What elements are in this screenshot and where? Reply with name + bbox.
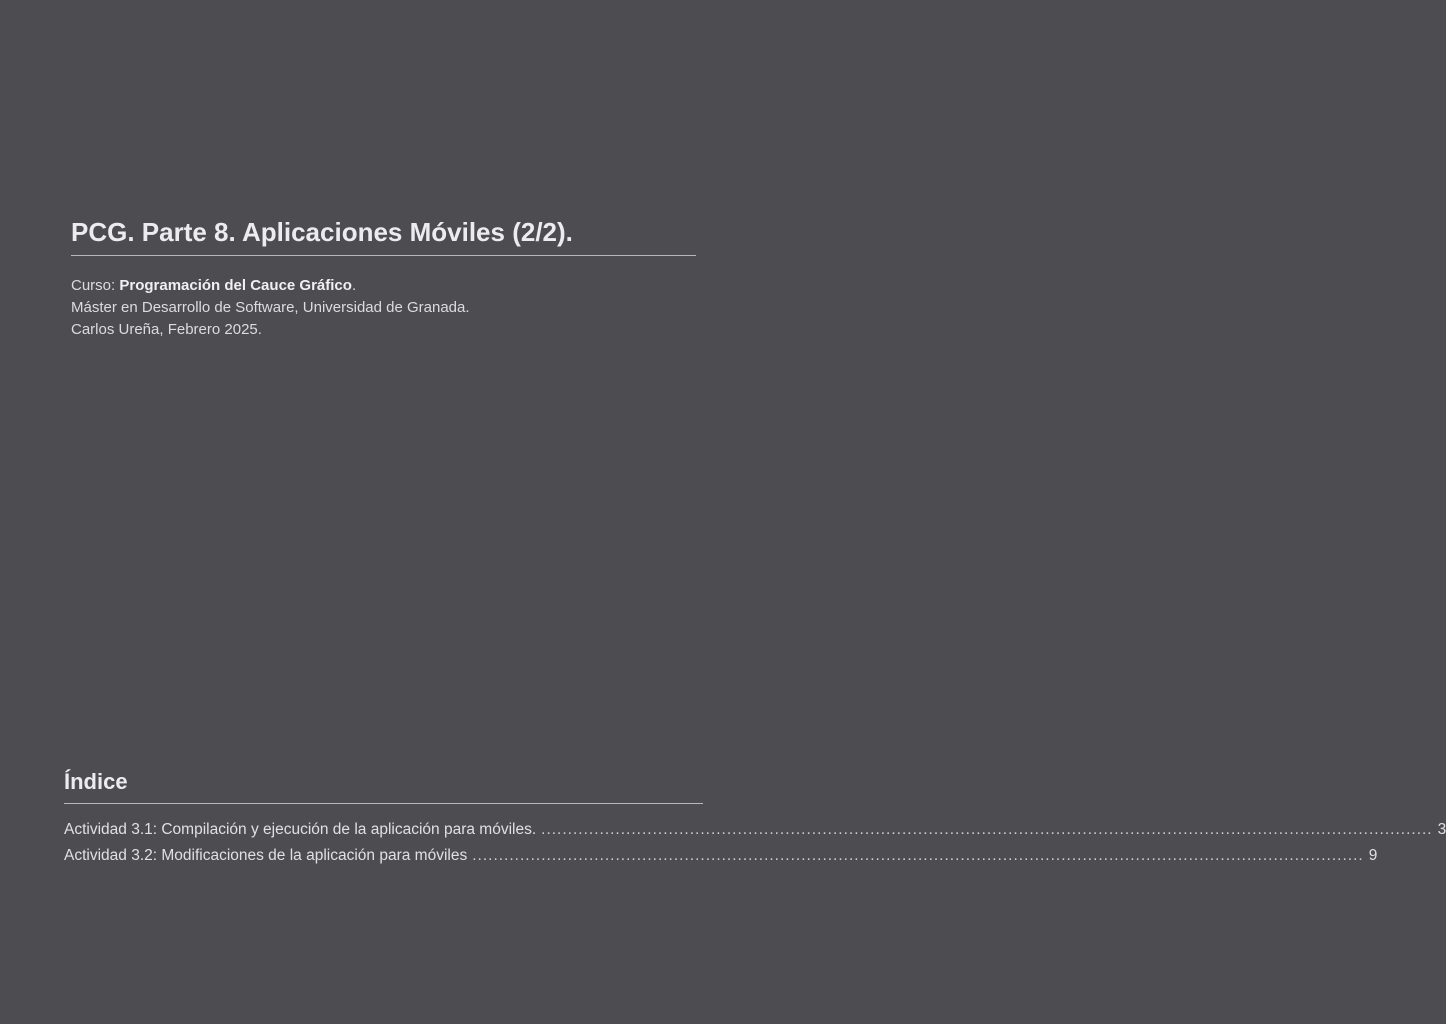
course-line [71, 275, 696, 297]
course-label: Curso: [71, 277, 120, 294]
document-meta [71, 275, 696, 341]
index-title: Índice [64, 766, 703, 804]
toc-page-number: 3 [1437, 821, 1446, 838]
toc-entry-text: Actividad 3.2: Modificaciones de la aplicación para móviles [64, 847, 468, 864]
toc-dot-leader: ........................................................................................................................................................................ [541, 821, 1433, 838]
toc-page-number: 9 [1368, 847, 1378, 864]
toc-entry-activity-3-2[interactable] [64, 843, 1378, 869]
author-date-line: Carlos Ureña, Febrero 2025. [71, 321, 262, 338]
toc-entry-activity-3-1[interactable] [64, 817, 1446, 843]
document-title: PCG. Parte 8. Aplicaciones Móviles (2/2). [71, 214, 696, 256]
course-name: Programación del Cauce Gráfico [119, 277, 352, 294]
toc-list [64, 817, 1446, 869]
toc-dot-leader: ........................................................................................................................................................................ [472, 847, 1364, 864]
program-line: Máster en Desarrollo de Software, Universidad de Granada. [71, 299, 470, 316]
course-suffix: . [351, 277, 357, 294]
cover-section [71, 214, 696, 341]
toc-entry-text: Actividad 3.1: Compilación y ejecución de la aplicación para móviles. [64, 821, 537, 838]
table-of-contents [64, 766, 1446, 869]
